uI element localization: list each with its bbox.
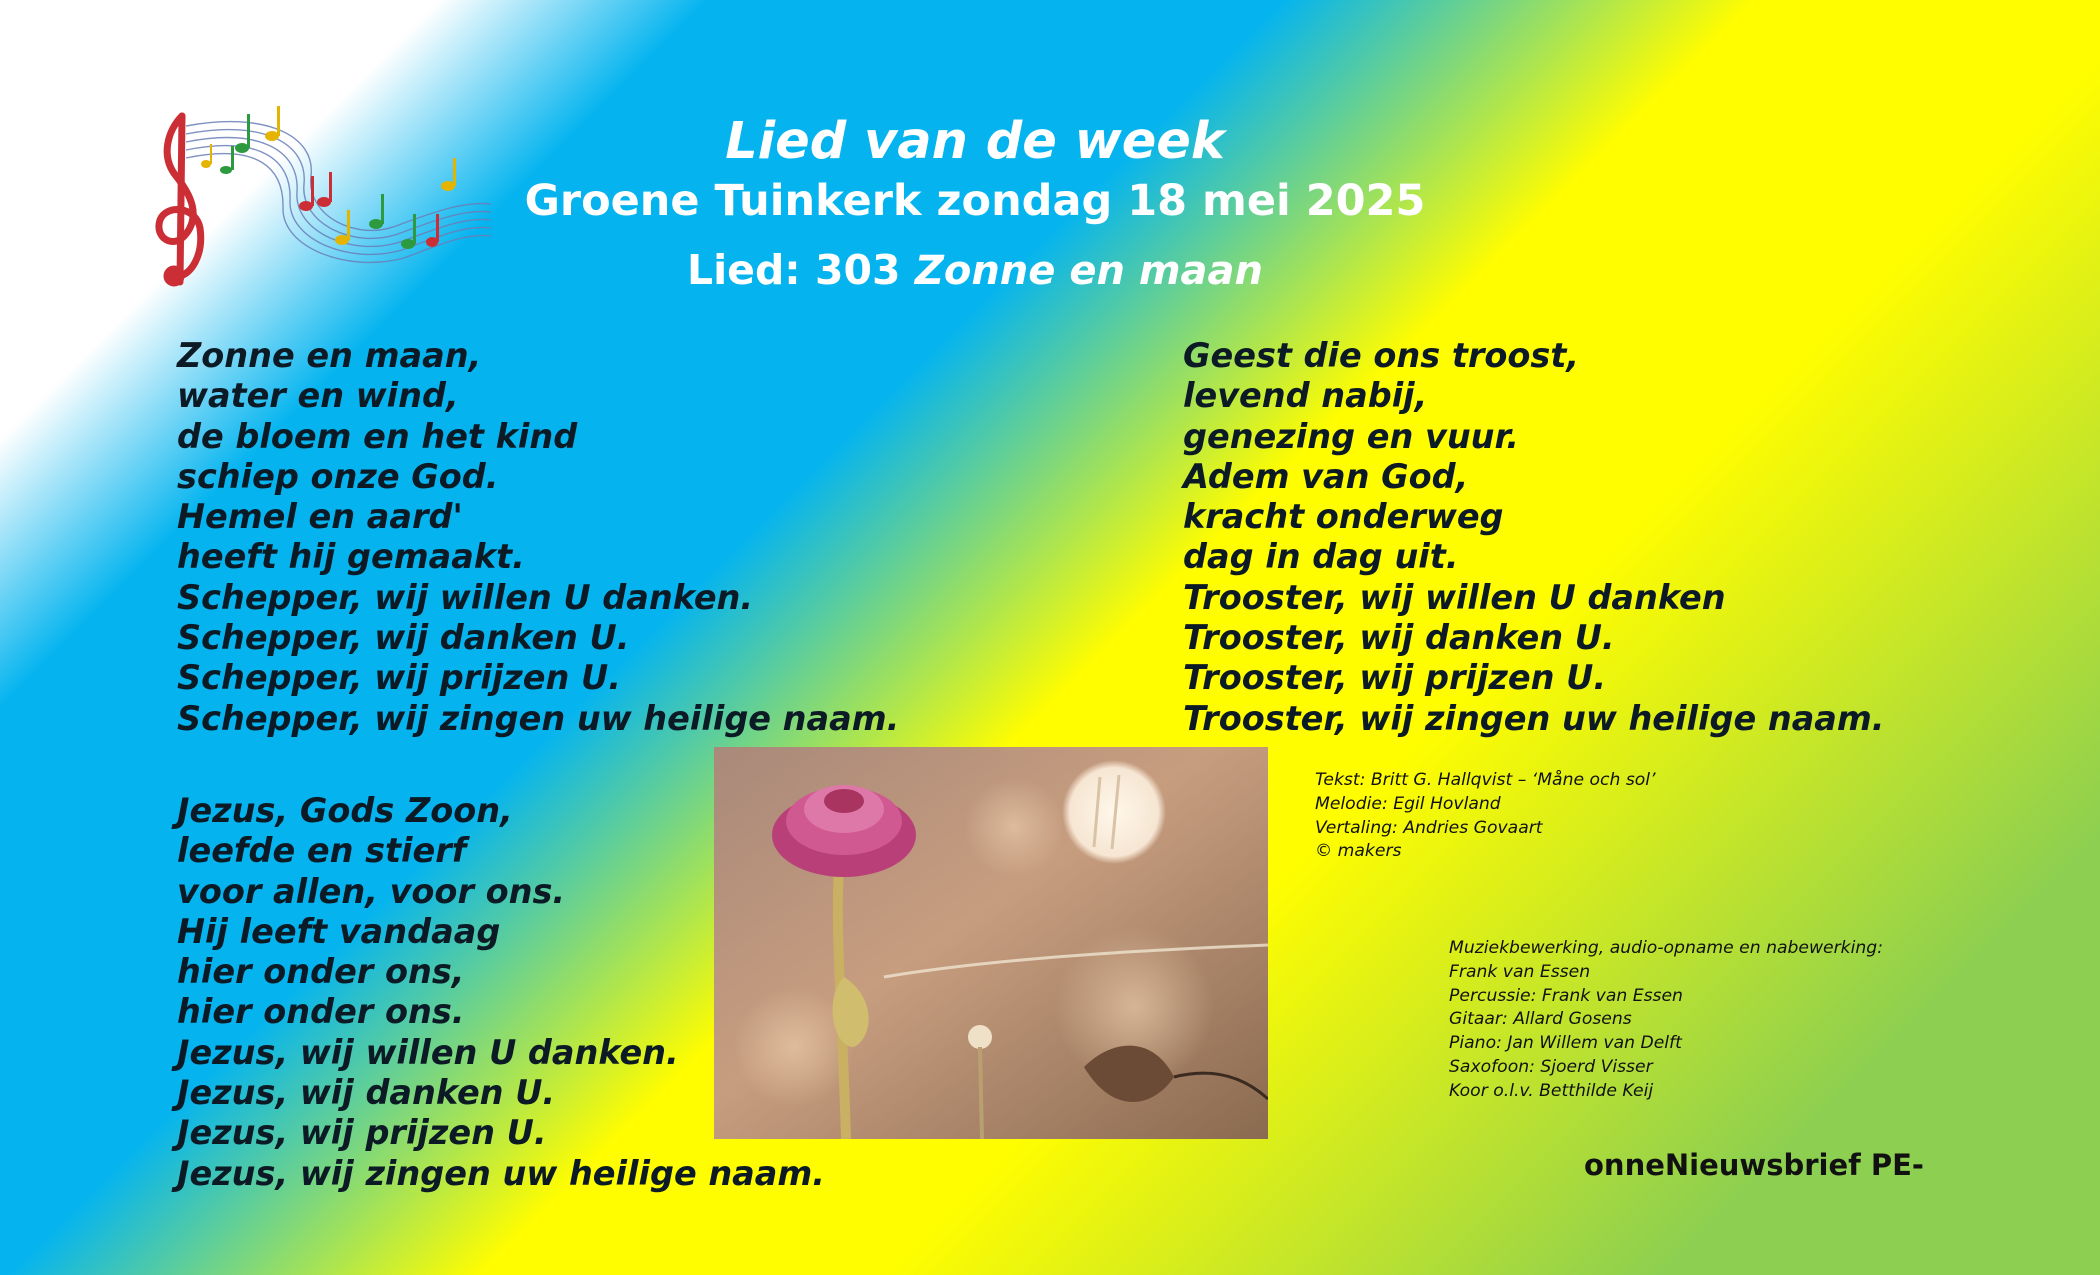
verse-line: kracht onderweg — [1183, 497, 1504, 537]
verse-line: Jezus, wij prijzen U. — [177, 1113, 547, 1153]
verse-line: schiep onze God. — [177, 456, 499, 496]
verse-line: de bloem en het kind — [177, 416, 578, 456]
verse-line: Schepper, wij willen U danken. — [177, 577, 754, 617]
verse-line: Geest die ons troost, — [1183, 336, 1580, 375]
verse-line: Jezus, wij danken U. — [177, 1073, 556, 1113]
verse-line: dag in dag uit. — [1183, 537, 1459, 577]
verse-line: Hij leeft vandaag — [177, 911, 501, 951]
credit-line: Tekst: Britt G. Hallqvist – ‘Måne och sol’ — [1315, 770, 1656, 790]
credit-line: Koor o.l.v. Betthilde Keij — [1449, 1080, 1654, 1101]
verse-line: leefde en stierf — [177, 831, 467, 871]
song-name: Zonne en maan — [914, 248, 1264, 294]
verse-line: heeft hij gemaakt. — [177, 537, 525, 577]
credit-line: Vertaling: Andries Govaart — [1315, 817, 1543, 838]
verse-1 — [177, 336, 899, 739]
verse-line: Schepper, wij zingen uw heilige naam. — [177, 698, 900, 738]
credit-line: Piano: Jan Willem van Delft — [1449, 1033, 1682, 1054]
credit-line: Muziekbewerking, audio-opname en nabewerking: — [1449, 938, 1884, 958]
flower-photo — [714, 747, 1268, 1139]
credit-line: Gitaar: Allard Gosens — [1449, 1009, 1632, 1030]
verse-line: Trooster, wij prijzen U. — [1183, 658, 1607, 698]
verse-line: voor allen, voor ons. — [177, 871, 566, 911]
verse-line: Jezus, wij zingen uw heilige naam. — [177, 1153, 826, 1193]
credit-line: Percussie: Frank van Essen — [1449, 985, 1683, 1006]
verse-line: Trooster, wij zingen uw heilige naam. — [1183, 698, 1885, 738]
verse-line: Schepper, wij prijzen U. — [177, 658, 621, 698]
verse-line: Jezus, wij willen U danken. — [177, 1032, 679, 1072]
verse-2 — [1183, 336, 1885, 739]
credit-line: Melodie: Egil Hovland — [1315, 793, 1501, 814]
credit-line: Saxofoon: Sjoerd Visser — [1449, 1056, 1653, 1077]
credits-music — [1449, 937, 1883, 1104]
page-title: Lied van de week — [725, 112, 1225, 171]
credits-text — [1315, 769, 1656, 864]
verse-line: genezing en vuur. — [1183, 416, 1519, 456]
credit-line: © makers — [1315, 841, 1402, 862]
song-number: Lied: 303 — [686, 246, 915, 294]
verse-line: hier onder ons. — [177, 992, 465, 1032]
verse-line: Hemel en aard' — [177, 497, 463, 537]
verse-line: hier onder ons, — [177, 952, 465, 992]
verse-line: levend nabij, — [1183, 376, 1428, 416]
verse-line: Trooster, wij willen U danken — [1183, 577, 1726, 617]
verse-line: water en wind, — [177, 376, 459, 416]
verse-line: Schepper, wij danken U. — [177, 618, 630, 658]
verse-line: Trooster, wij danken U. — [1183, 618, 1615, 658]
newsletter-footer: onneNieuwsbrief PE- — [1584, 1148, 1924, 1182]
verse-line: Adem van God, — [1183, 456, 1469, 496]
verse-line: Zonne en maan, — [177, 336, 482, 375]
song-line — [0, 246, 1950, 294]
credit-line: Frank van Essen — [1449, 961, 1591, 982]
page-subtitle: Groene Tuinkerk zondag 18 mei 2025 — [524, 176, 1426, 226]
verse-line: Jezus, Gods Zoon, — [177, 791, 513, 830]
